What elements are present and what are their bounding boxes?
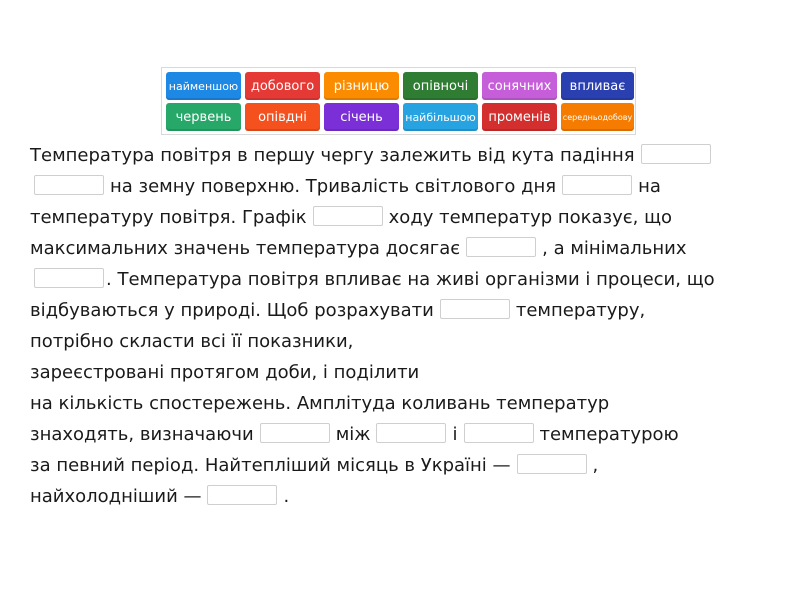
word-tile[interactable]: променів bbox=[482, 103, 557, 131]
answer-blank[interactable] bbox=[260, 423, 330, 443]
text-fragment: і bbox=[452, 424, 458, 445]
word-tile[interactable]: січень bbox=[324, 103, 399, 131]
text-fragment: Температура повітря в першу чергу залежить від кута падіння bbox=[30, 145, 635, 166]
text-fragment: ходу температур показує, що bbox=[388, 207, 673, 228]
word-tile[interactable]: впливає bbox=[561, 72, 634, 100]
text-fragment: за певний період. Найтепліший місяць в Україні — bbox=[30, 455, 511, 476]
word-tile[interactable]: червень bbox=[166, 103, 241, 131]
text-line bbox=[30, 326, 780, 357]
answer-blank[interactable] bbox=[641, 144, 711, 164]
word-tile[interactable]: опівдні bbox=[245, 103, 320, 131]
answer-blank[interactable] bbox=[562, 175, 632, 195]
word-tile[interactable]: середньодобову bbox=[561, 103, 634, 131]
word-tile[interactable]: найбільшою bbox=[403, 103, 478, 131]
word-tile[interactable]: добового bbox=[245, 72, 320, 100]
word-tile[interactable]: сонячних bbox=[482, 72, 557, 100]
word-tile[interactable]: найменшою bbox=[166, 72, 241, 100]
word-tile[interactable]: опівночі bbox=[403, 72, 478, 100]
text-fragment: . Температура повітря впливає на живі організми і процеси, що bbox=[106, 269, 715, 290]
text-fragment: , bbox=[592, 455, 599, 476]
text-fragment: відбуваються у природі. Щоб розрахувати bbox=[30, 300, 434, 321]
answer-blank[interactable] bbox=[466, 237, 536, 257]
text-line bbox=[30, 419, 780, 450]
text-fragment: між bbox=[335, 424, 371, 445]
text-line bbox=[30, 388, 780, 419]
text-line bbox=[30, 140, 780, 171]
answer-blank[interactable] bbox=[313, 206, 383, 226]
text-fragment: на земну поверхню. Тривалість світлового дня bbox=[110, 176, 557, 197]
text-fragment: температурою bbox=[539, 424, 679, 445]
word-bank bbox=[161, 67, 636, 135]
text-line bbox=[30, 171, 780, 202]
answer-blank[interactable] bbox=[34, 268, 104, 288]
text-fragment: . bbox=[283, 486, 290, 507]
answer-blank[interactable] bbox=[464, 423, 534, 443]
word-tile[interactable]: різницю bbox=[324, 72, 399, 100]
text-line bbox=[30, 233, 780, 264]
text-fragment: знаходять, визначаючи bbox=[30, 424, 254, 445]
answer-blank[interactable] bbox=[207, 485, 277, 505]
text-fragment: найхолодніший — bbox=[30, 486, 202, 507]
text-fragment: на кількість спостережень. Амплітуда коливань температур bbox=[30, 393, 610, 414]
text-fragment: потрібно скласти всі її показники, bbox=[30, 331, 354, 352]
answer-blank[interactable] bbox=[517, 454, 587, 474]
text-line bbox=[30, 450, 780, 481]
text-fragment: , а мінімальних bbox=[542, 238, 687, 259]
answer-blank[interactable] bbox=[440, 299, 510, 319]
text-line bbox=[30, 481, 780, 512]
text-line bbox=[30, 264, 780, 295]
text-line bbox=[30, 357, 780, 388]
text-fragment: температуру, bbox=[515, 300, 646, 321]
text-fragment: зареєстровані протягом доби, і поділити bbox=[30, 362, 420, 383]
text-line bbox=[30, 295, 780, 326]
answer-blank[interactable] bbox=[376, 423, 446, 443]
text-fragment: на bbox=[638, 176, 661, 197]
cloze-text bbox=[30, 140, 780, 512]
text-fragment: максимальних значень температура досягає bbox=[30, 238, 461, 259]
text-fragment: температуру повітря. Графік bbox=[30, 207, 307, 228]
text-line bbox=[30, 202, 780, 233]
answer-blank[interactable] bbox=[34, 175, 104, 195]
